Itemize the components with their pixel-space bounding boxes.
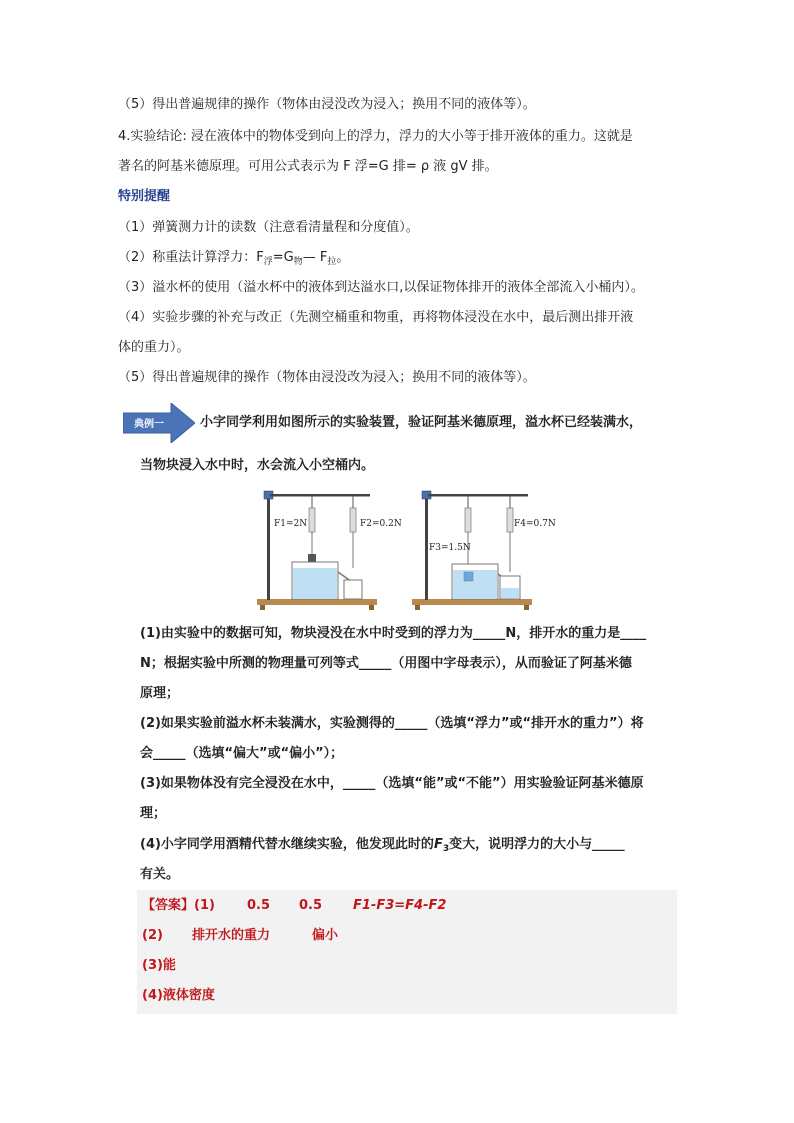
tip-1: （1）弹簧测力计的读数（注意看清量程和分度值）。 <box>118 220 419 235</box>
tip-4-line-2: 体的重力）。 <box>118 340 190 355</box>
label-f4: F4=0.7N <box>514 519 556 529</box>
answer-3: (3)能 <box>142 958 176 973</box>
tip2-mid: =G <box>272 250 294 265</box>
answer-1-3: F1-F3=F4-F2 <box>353 898 447 913</box>
question-1-line-2: N；根据实验中所测的物理量可列等式_____（用图中字母表示），从而验证了阿基米德 <box>140 656 632 671</box>
conclusion-line-1: 4.实验结论: 浸在液体中的物体受到向上的浮力，浮力的大小等于排开液体的重力。这就是 <box>118 129 633 144</box>
q4-var-sub: 3 <box>442 844 450 854</box>
answer-2-1: 排开水的重力 <box>192 928 271 943</box>
question-2-line-1: (2)如果实验前溢水杯未装满水，实验测得的_____（选填“浮力”或“排开水的重力”）将 <box>140 716 644 731</box>
tip-2 <box>118 249 349 271</box>
question-3-line-1: (3)如果物体没有完全浸没在水中，_____（选填“能”或“不能”）用实验验证阿基米德原 <box>140 776 644 791</box>
tip-5: （5）得出普遍规律的操作（物体由浸没改为浸入；换用不同的液体等）。 <box>118 370 536 385</box>
example-stem-2: 当物块浸入水中时，水会流入小空桶内。 <box>140 458 375 473</box>
answer-4: (4)液体密度 <box>142 988 215 1003</box>
answer-box <box>137 890 677 1014</box>
tip-4-line-1: （4）实验步骤的补充与改正（先测空桶重和物重，再将物体浸没在水中，最后测出排开液 <box>118 310 634 325</box>
q4-text-b: 变大，说明浮力的大小与_____ <box>449 837 625 852</box>
tip2-sub-float: 浮 <box>263 257 273 267</box>
label-f2: F2=0.2N <box>360 519 402 529</box>
answer-1-2: 0.5 <box>299 898 323 913</box>
conclusion-line-2: 著名的阿基米德原理。可用公式表示为 F 浮=G 排= ρ 液 gV 排。 <box>118 159 498 174</box>
answer-2-2: 偏小 <box>312 928 339 943</box>
step5-top: （5）得出普遍规律的操作（物体由浸没改为浸入；换用不同的液体等）。 <box>118 97 536 112</box>
example-badge-arrow <box>123 403 195 443</box>
experiment-figure <box>252 488 562 613</box>
question-1-line-3: 原理； <box>140 686 180 701</box>
answer-2-label: (2) <box>142 928 163 943</box>
tip2-prefix: （2）称重法计算浮力：F <box>118 250 264 265</box>
label-f1: F1=2N <box>274 519 308 529</box>
tip2-sub-object: 物 <box>293 257 303 267</box>
answer-label: 【答案】(1) <box>142 898 215 913</box>
apparatus-right <box>412 491 556 610</box>
question-2-line-2: 会_____（选填“偏大”或“偏小”）； <box>140 746 344 761</box>
tip2-end: — F <box>302 250 328 265</box>
answer-1-1: 0.5 <box>247 898 271 913</box>
q4-var: F <box>433 837 443 852</box>
tip2-sub-pull: 拉 <box>327 257 337 267</box>
tips-heading: 特别提醒 <box>118 189 171 204</box>
question-4-line-1 <box>140 836 625 858</box>
question-1-line-1: (1)由实验中的数据可知，物块浸没在水中时受到的浮力为_____N，排开水的重力是____ <box>140 626 647 641</box>
question-4-line-2: 有关。 <box>140 867 180 882</box>
apparatus-left <box>257 491 402 610</box>
label-f3: F3=1.5N <box>429 543 471 553</box>
tip2-dot: 。 <box>336 250 350 265</box>
tip-3: （3）溢水杯的使用（溢水杯中的液体到达溢水口,以保证物体排开的液体全部流入小桶内）。 <box>118 280 644 295</box>
example-stem-1: 小字同学利用如图所示的实验装置，验证阿基米德原理，溢水杯已经装满水， <box>200 415 643 430</box>
question-3-line-2: 理； <box>140 806 167 821</box>
q4-text-a: (4)小字同学用酒精代替水继续实验，他发现此时的 <box>140 837 434 852</box>
example-badge-label: 典例一 <box>134 419 164 430</box>
